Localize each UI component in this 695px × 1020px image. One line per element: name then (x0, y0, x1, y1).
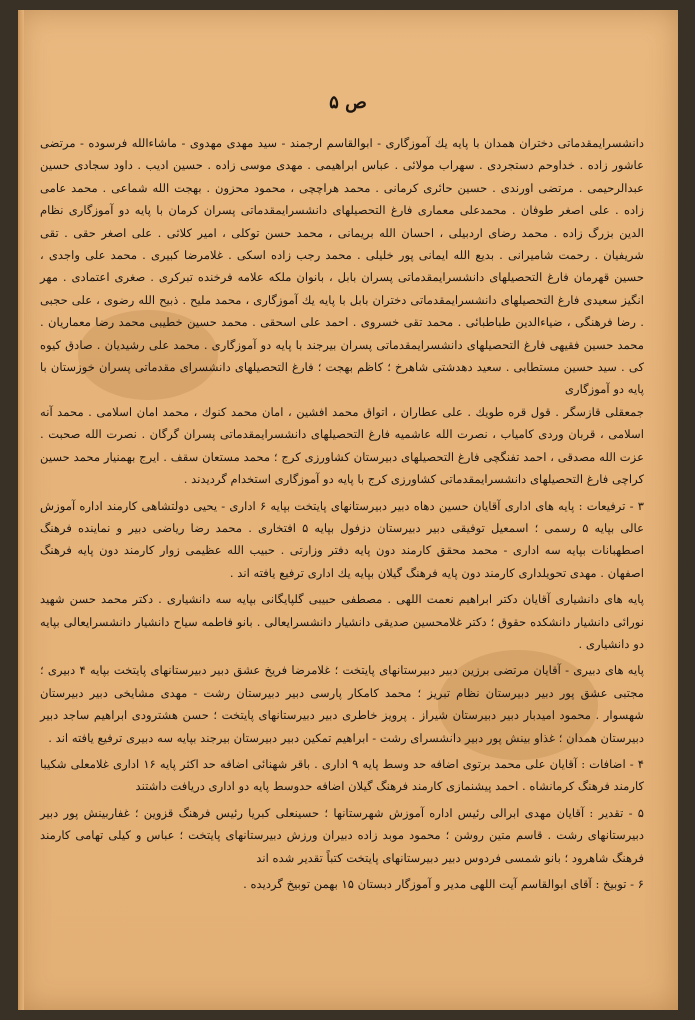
page-number: ص ۵ (329, 92, 367, 113)
paragraph-promotions: ۳ - ترفیعات : پایه های اداری آقایان حسین دهاه دبیر دبیرستانهای پایتخت بپایه ۶ اداری - یحیی دولتشاهی کارمند اداره آموزش عالی بپایه ۵ رسمی ؛ اسمعیل توفیقی دبیر دبیرستان دزفول بپایه ۵ افتخاری . محمد رضا ریاضی دبیر و نماینده فرهنگ اصطهبانات بپایه سه اداری - محمد محقق کارمند دون پایه دفتر وزارتی . حبیب الله عظیمی زوار کارمند دون پایه فرهنگ اصفهان . مهدی تحویلداری کارمند دون پایه فرهنگ گیلان بپایه یك اداری ترفیع یافته اند . (40, 498, 644, 580)
paragraph-reprimand: ۶ - توبیخ : آقای ابوالقاسم آیت اللهی مدیر و آموزگار دبستان ۱۵ بهمن توبیخ گردیده . (243, 877, 644, 891)
paragraph-commendation: ۵ - تقدیر : آقایان مهدی ابرالی رئیس اداره آموزش شهرستانها ؛ حسینعلی کبریا رئیس فرهنگ قزوین ؛ غفاربینش پور دبیر دبیرستانهای رشت . قاسم متین روشن ؛ محمود موبد زاده دبیران ورزش دبیرستانهای پایتخت ؛ عباس و کیلی تهامی کارمند فرهنگ شاهرود ؛ بانو شمسی فردوس دبیر دبیرستانهای پایتخت کتباً تقدیر شده اند (40, 805, 644, 865)
paragraph-hiring-list-cont: جمعقلی قازسگر . قول قره طویك . علی عطاران ، اتواق محمد افشین ، امان محمد کنوك ، محمد امان اسلامی . محمد آنه اسلامی ، قربان وردی کامیاب ، نصرت الله عاشمیه فارغ التحصیلهای دانشسرایمقدماتی پسران گرگان . نصرت الله صحبت . عزت الله مصدقی ، احمد تفنگچی فارغ التحصیلهای دبیرستان کشاورزی کرج ؛ محمد مستعان سقف . ایرج بهمنیار محمد حسین کراچی فارغ التحصیلهای دانشسرایمقدماتی کشاورزی کرج با پایه دو آموزگاری استخدام گردیدند . (40, 404, 644, 487)
paragraph-additions: ۴ - اضافات : آقایان علی محمد برتوی اضافه حد وسط پایه ۹ اداری . باقر شهنائی اضافه حد اکثر پایه ۱۶ اداری غلامعلی شکیبا کارمند فرهنگ کرمانشاه . احمد پیشنمازی کارمند فرهنگ گیلان اضافه حدوسط پایه دو اداری دریافت داشتند (40, 756, 644, 794)
paragraph-hiring-list: دانشسرایمقدماتی دختران همدان با پایه یك آموزگاری - ابوالقاسم ارجمند - سید مهدی مهدوی - ماشاءالله فرسوده - مرتضی عاشور زاده . خداوحم دستجردی . سهراب مولائی . عباس ابراهیمی . مهدی موسی زاده . حسین ادیب . داود سجادی حسین عبدالرحیمی . مرتضی اورندی . حسین حائری کرمانی . محمد هراچچی ، محمود محزون . بهجت الله شماعی . محمد عامی زاده . علی اصغر طوفان . محمدعلی معماری فارغ التحصیلهای دانشسرایمقدماتی پسران کرمان با پایه دو آموزگاری نظام الدین بزرگ زاده . محمد رضای اردبیلی ، احسان الله بریمانی ، محمد حسن توکلی ، امیر کلاثی . علی اصغر حقی . تقی شریفیان . رحمت شامیرانی . بدیع الله ایمانی پور خلیلی . محمد رجب زاده اسکی . غلامرضا کبیری . محمد علی واجدی ، حسین قهرمان فارغ التحصیلهای دانشسرایمقدماتی پسران بابل ، بانوان ملکه علامه فرخنده تبرکری . صغری اعتمادی . مهر انگیز سعیدی فارغ التحصیلهای دانشسرایمقدماتی دختران بابل با پایه یك آموزگاری ، محمد ملیح . ذبیح الله رضوی ، علی حجبی . رضا فرهنگی ، ضیاءالدین طباطبائی . محمد تقی خسروی . احمد علی اسحقی . محمد حسین خطیبی محمد رضا معماریان . محمد حسین فقیهی فارغ التحصیلهای دانشسرایمقدماتی پسران بیرجند با پایه دو آموزگاری . محمد علی رشیدیان . صادق کیوه کی . سید حسین مستطابی . سعید دهدشتی شاهرخ ؛ کاظم بهجت ؛ فارغ التحصیلهای دانشسرای مقدماتی پسران خوزستان با پایه دو آموزگاری (40, 136, 644, 397)
page-edge (18, 10, 24, 1010)
paragraph-teacher-ranks: پایه های دبیری - آقایان مرتضی برزین دبیر دبیرستانهای پایتخت ؛ غلامرضا فریخ عشق دبیر دبیرستانهای پایتخت بپایه ۴ دبیری ؛ مجتبی عشق پور دبیر دبیرستان نظام تبریز ؛ محمد کامکار پارسی دبیر دبیرستان رشت - مهدی مشایخی دبیر دبیرستان شهسوار . محمود امیدبار دبیر دبیرستان شیراز . پرویز خاطری دبیر دبیرستانهای پایتخت ؛ حسن هشترودی ابراهیم ساجد دبیر دبیرستان همدان ؛ غذاو بینش پور دبیر دانشسرای رشت - ابراهیم تمکین دبیر دبیرستان بیرجند بپایه سه دبیری ترفیع یافته اند . (40, 663, 644, 745)
document-page (18, 10, 678, 1010)
document-body (40, 132, 644, 895)
paragraph-associate-professor-ranks: پایه های دانشیاری آقایان دکتر ابراهیم نعمت اللهی . مصطفی حبیبی گلپایگانی بپایه سه دانشیاری . دکتر محمد حسن شهید نورائی دانشیار دانشکده حقوق ؛ دکتر غلامحسین صدیقی دانشیار دانشسرایعالی . بانو فاطمه سیاح دانشیار دانشسرایعالی بپایه دو دانشیاری . (40, 592, 644, 651)
